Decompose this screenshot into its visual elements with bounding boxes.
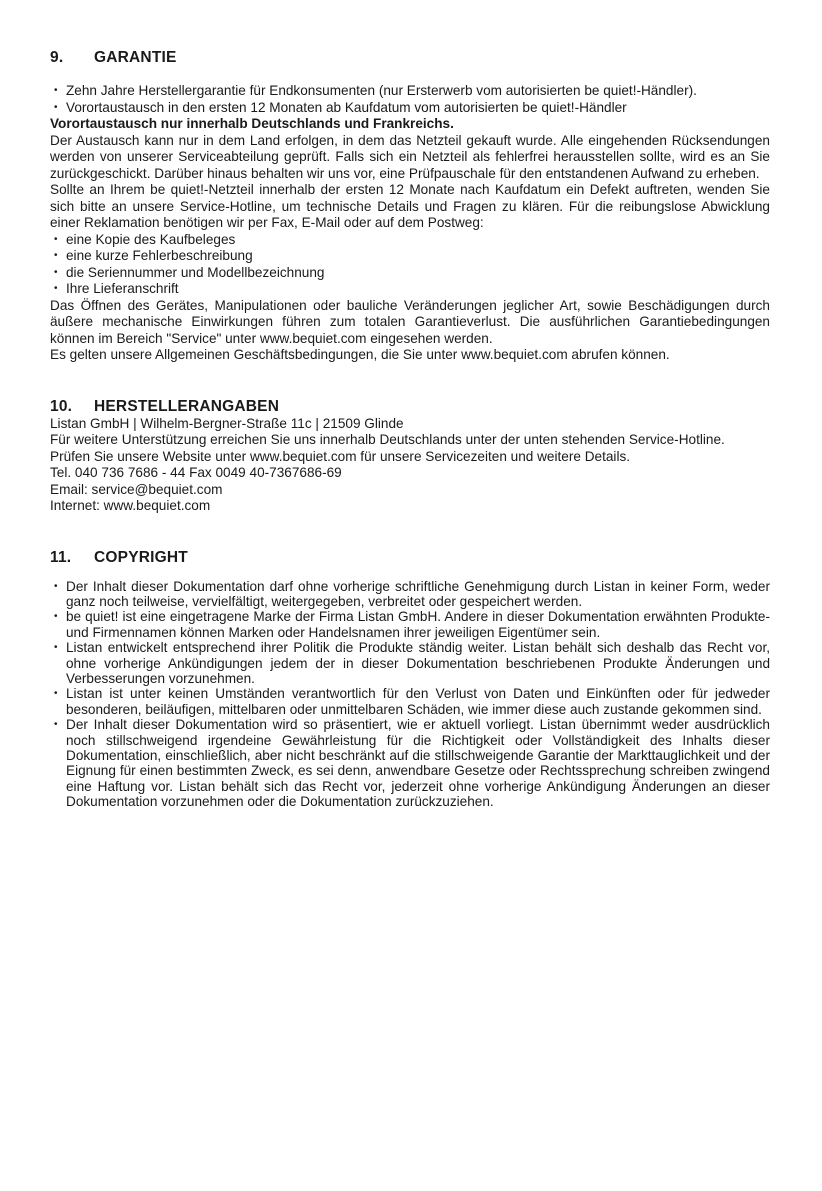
paragraph: Der Austausch kann nur in dem Land erfolgen, in dem das Netzteil gekauft wurde. Alle eingehenden Rücksendungen werden von unserer Serviceabteilung geprüft. Falls sich ein Netzteil als fehlerfrei herausstellen sollte, wird es an Sie zurückgeschickt. Darüber hinaus behalten wir uns vor, eine Prüfpauschale für den entstandenen Aufwand zu erheben. <box>50 132 770 181</box>
list-item: • Listan entwickelt entsprechend ihrer Politik die Produkte ständig weiter. Listan behält sich deshalb das Recht vor, ohne vorherige Ankündigungen jedem der in dieser Dokumentation beschriebenen Produkte Änderungen und Verbesserungen vorzunehmen. <box>50 640 770 686</box>
list-item: • Listan ist unter keinen Umständen verantwortlich für den Verlust von Daten und Einkünften oder für jedweder besonderen, beiläufigen, mittelbaren oder unmittelbaren Schäden, wie immer diese auch zustande gekommen sind. <box>50 686 770 717</box>
section-heading <box>50 49 770 67</box>
section-title: COPYRIGHT <box>94 548 188 566</box>
list-item: • Ihre Lieferanschrift <box>50 281 770 298</box>
section-copyright <box>50 549 770 810</box>
list-item: • be quiet! ist eine eingetragene Marke der Firma Listan GmbH. Andere in dieser Dokumentation erwähnten Produkte- und Firmennamen können Marken oder Handelsnamen ihrer jeweiligen Eigentümer sein. <box>50 609 770 640</box>
list-item: • Der Inhalt dieser Dokumentation wird so präsentiert, wie er aktuell vorliegt. Listan übernimmt weder ausdrücklich noch stillschweigend irgendeine Gewährleistung für die Richtigkeit oder Vollständigkeit des Inhalts dieser Dokumentation, einschließlich, aber nicht beschränkt auf die stillschweigende Garantie der Markttauglichkeit und der Eignung für einen bestimmten Zweck, es sei denn, anwendbare Gesetze oder Rechtssprechung schreiben zwingend eine Haftung vor. Listan behält sich das Recht vor, jederzeit ohne vorherige Ankündigung Änderungen an dieser Dokumentation vorzunehmen oder die Dokumentation zurückzuziehen. <box>50 717 770 809</box>
email-line: Email: service@bequiet.com <box>50 481 223 497</box>
section-title: HERSTELLERANGABEN <box>94 397 280 415</box>
list-item: • Vorortaustausch in den ersten 12 Monaten ab Kaufdatum vom autorisierten be quiet!-Händler <box>50 100 770 117</box>
phone-fax: Tel. 040 736 7686 - 44 Fax 0049 40-7367686-69 <box>50 465 342 480</box>
section-number: 10. <box>50 397 73 415</box>
bold-subheading: Vorortaustausch nur innerhalb Deutschlands und Frankreichs. <box>50 116 454 131</box>
paragraph: Es gelten unsere Allgemeinen Geschäftsbedingungen, die Sie unter www.bequiet.com abrufen können. <box>50 347 670 362</box>
company-address: Listan GmbH | Wilhelm-Bergner-Straße 11c | 21509 Glinde <box>50 415 404 431</box>
list-item: • Der Inhalt dieser Dokumentation darf ohne vorherige schriftliche Genehmigung durch Listan in keiner Form, weder ganz noch teilweise, vervielfältigt, weitergegeben, verbreitet oder gespeichert werden. <box>50 579 770 610</box>
section-garantie <box>50 49 770 364</box>
section-heading <box>50 549 770 567</box>
section-heading <box>50 398 770 416</box>
bullet-list <box>50 579 770 810</box>
list-item: • Zehn Jahre Herstellergarantie für Endkonsumenten (nur Ersterwerb vom autorisierten be quiet!-Händler). <box>50 83 770 100</box>
list-item: • eine Kopie des Kaufbeleges <box>50 232 770 249</box>
paragraph: Prüfen Sie unsere Website unter www.bequiet.com für unsere Servicezeiten und weitere Details. <box>50 448 631 464</box>
section-title: GARANTIE <box>94 49 177 66</box>
list-item: • die Seriennummer und Modellbezeichnung <box>50 265 770 282</box>
section-herstellerangaben <box>50 398 770 515</box>
bullet-list <box>50 232 770 298</box>
section-number: 11. <box>50 548 72 566</box>
section-number: 9. <box>50 49 64 66</box>
paragraph: Für weitere Unterstützung erreichen Sie uns innerhalb Deutschlands unter der unten stehenden Service-Hotline. <box>50 432 725 447</box>
list-item: • eine kurze Fehlerbeschreibung <box>50 248 770 265</box>
paragraph: Das Öffnen des Gerätes, Manipulationen oder bauliche Veränderungen jeglicher Art, sowie Beschädigungen durch äußere mechanische Einwirkungen führen zum totalen Garantieverlust. Die ausführlichen Garantiebedingungen können im Bereich "Service" unter www.bequiet.com eingesehen werden. <box>50 297 770 346</box>
paragraph: Sollte an Ihrem be quiet!-Netzteil innerhalb der ersten 12 Monate nach Kaufdatum ein Defekt auftreten, wenden Sie sich bitte an unsere Service-Hotline, um technische Details und Fragen zu klären. Für die reibungslose Abwicklung einer Reklamation benötigen wir per Fax, E-Mail oder auf dem Postweg: <box>50 182 770 230</box>
bullet-list <box>50 83 770 116</box>
internet-line: Internet: www.bequiet.com <box>50 498 211 513</box>
